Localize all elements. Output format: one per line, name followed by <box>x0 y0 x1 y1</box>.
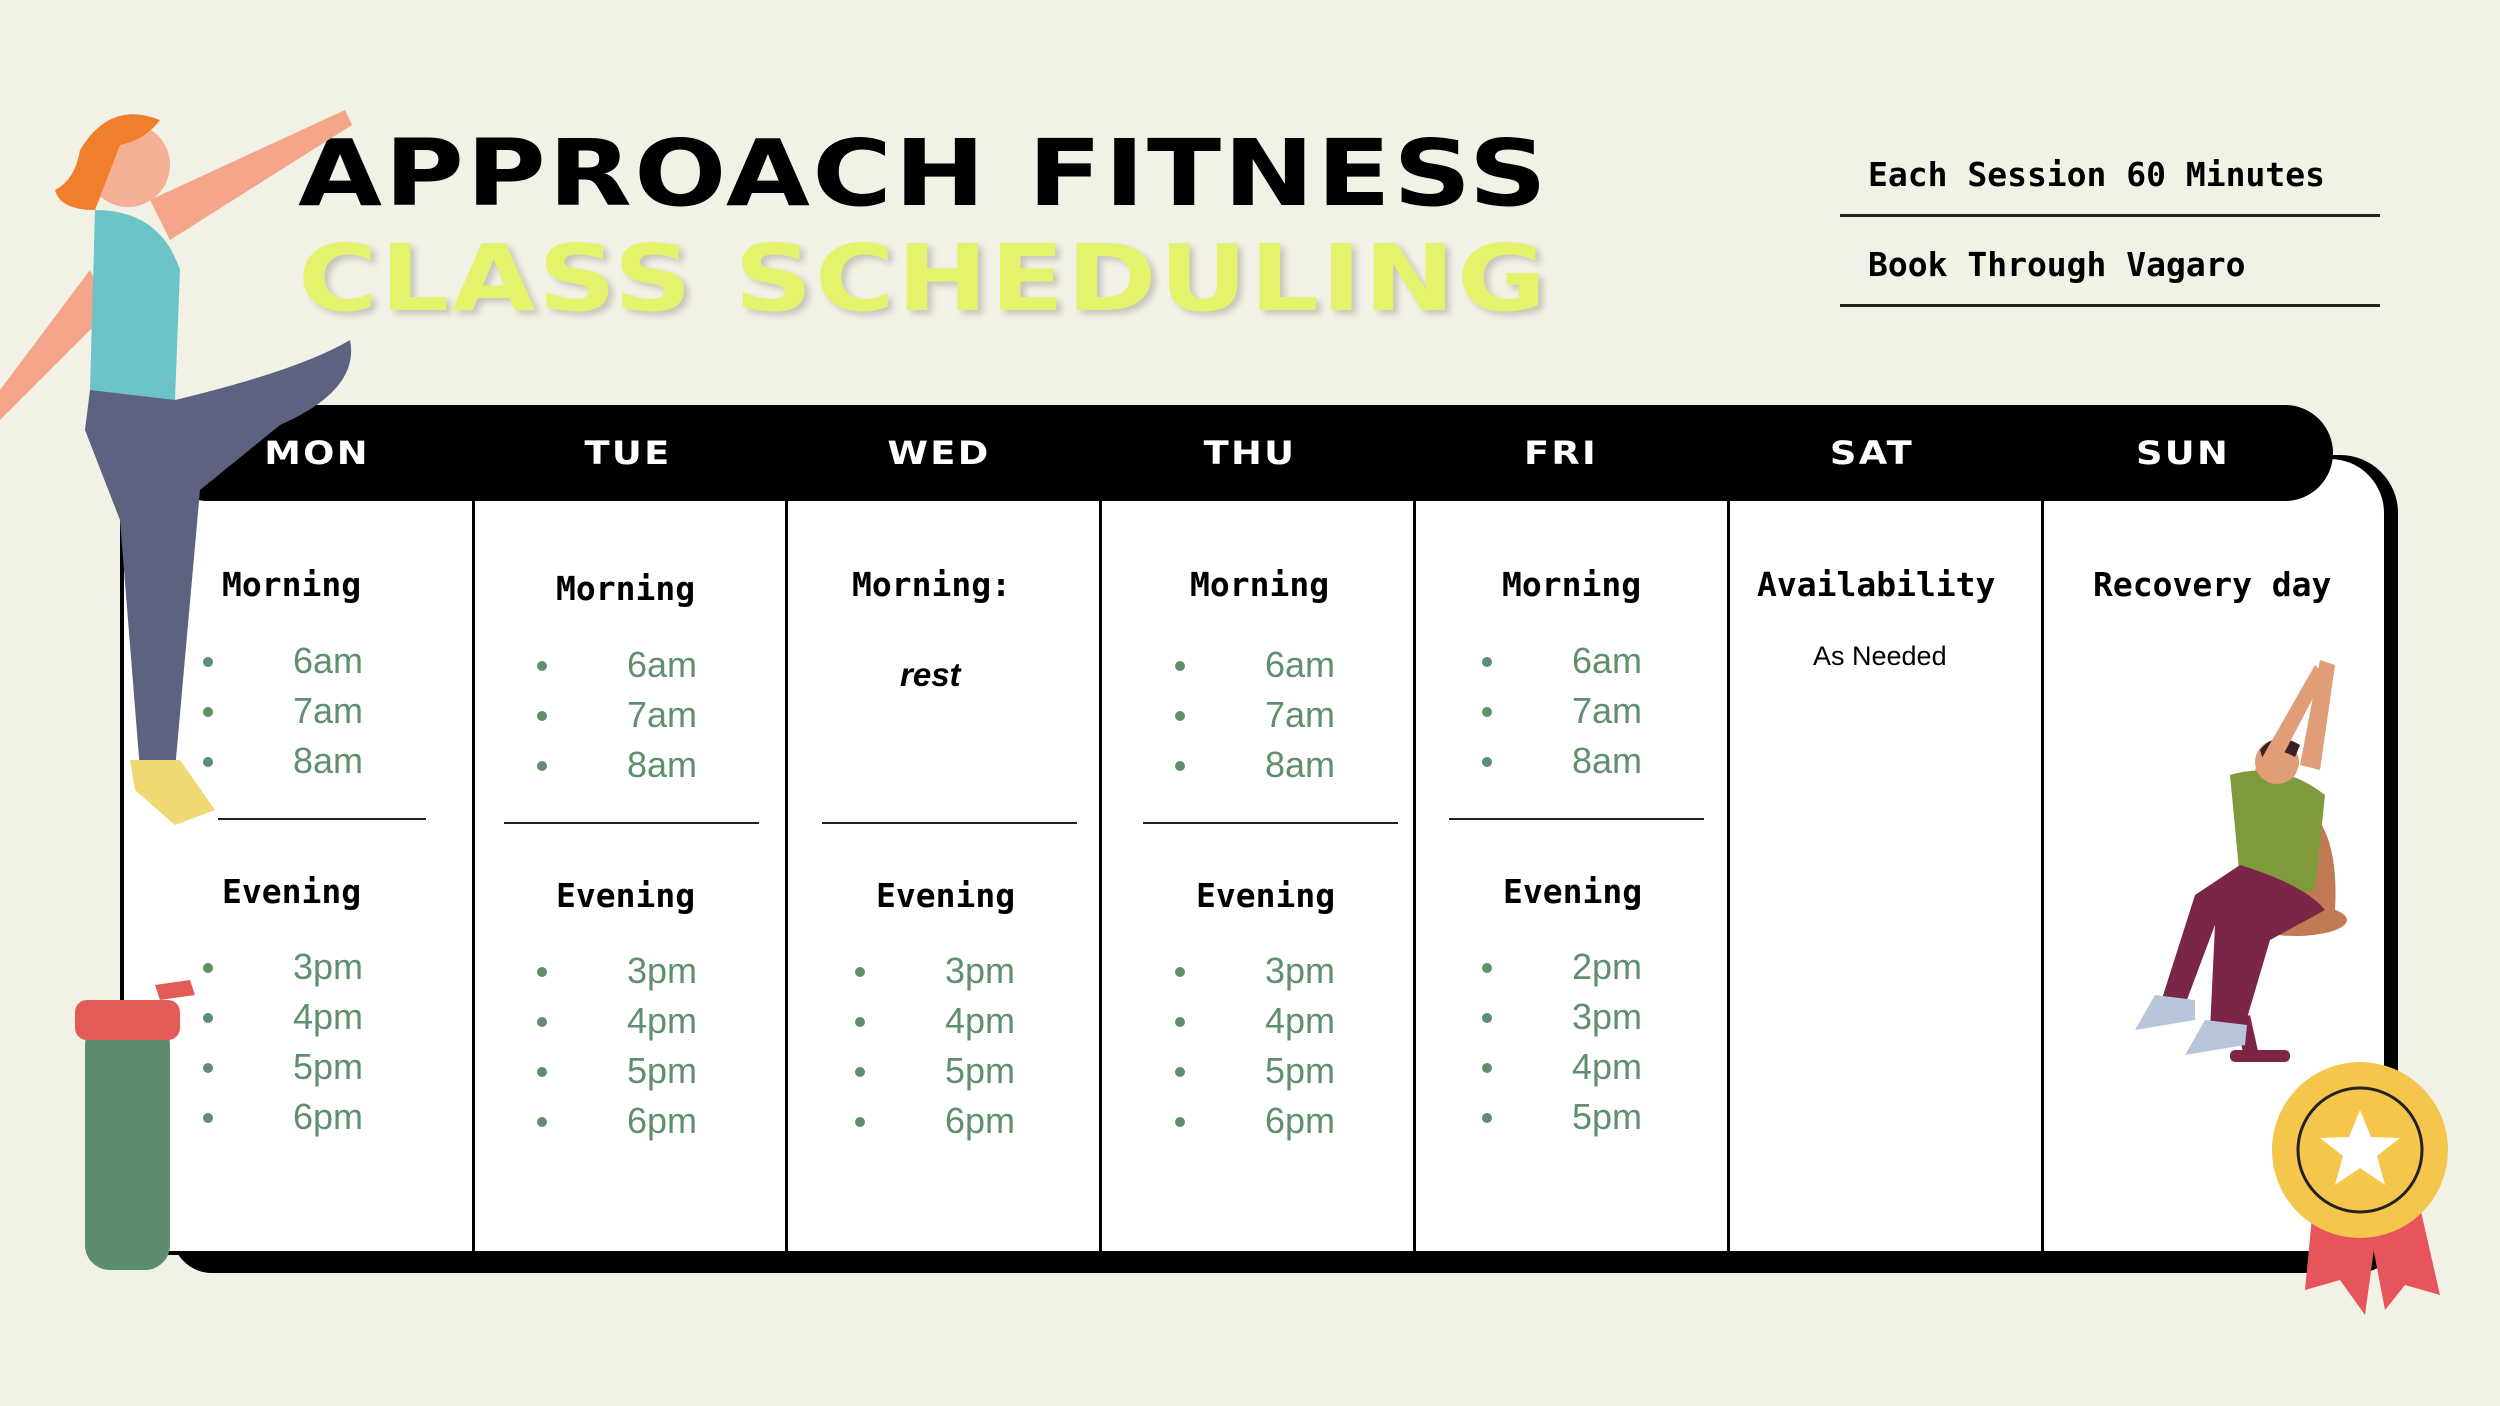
time-slot: 3pm <box>1175 946 1335 996</box>
time-slot: 4pm <box>855 996 1015 1046</box>
day-header-sat: SAT <box>1829 434 1915 472</box>
sat-note: As Needed <box>1813 641 1947 671</box>
time-slot: 4pm <box>1175 996 1335 1046</box>
time-slot: 5pm <box>855 1046 1015 1096</box>
day-header-wed: WED <box>887 434 991 472</box>
column-divider <box>2041 500 2044 1255</box>
time-slot: 7am <box>1175 690 1335 740</box>
time-slot: 6am <box>537 640 697 690</box>
wed-evening-times <box>855 946 1015 1146</box>
session-separator-wed <box>822 822 1077 824</box>
time-slot: 8am <box>203 736 363 786</box>
page-title: APPROACH FITNESS <box>298 120 1550 227</box>
time-slot: 5pm <box>1482 1092 1642 1142</box>
tue-morning-times <box>537 640 697 790</box>
time-slot: 2pm <box>1482 942 1642 992</box>
time-slot: 3pm <box>203 942 363 992</box>
time-slot: 6am <box>1482 636 1642 686</box>
day-header-thu: THU <box>1203 434 1297 472</box>
time-slot: 7am <box>1482 686 1642 736</box>
mon-evening-times <box>203 942 363 1142</box>
time-slot: 4pm <box>537 996 697 1046</box>
thu-morning-times <box>1175 640 1335 790</box>
session-separator-thu <box>1143 822 1398 824</box>
time-slot: 8am <box>1175 740 1335 790</box>
time-slot: 4pm <box>1482 1042 1642 1092</box>
thu-evening-times <box>1175 946 1335 1146</box>
time-slot: 5pm <box>1175 1046 1335 1096</box>
wed-evening-title: Evening <box>876 876 1016 915</box>
time-slot: 4pm <box>203 992 363 1042</box>
time-slot: 6pm <box>1175 1096 1335 1146</box>
time-slot: 3pm <box>1482 992 1642 1042</box>
time-slot: 6am <box>203 636 363 686</box>
wed-morning-rest: rest <box>900 656 961 693</box>
session-separator-fri <box>1449 818 1704 820</box>
time-slot: 6am <box>1175 640 1335 690</box>
tue-morning-title: Morning <box>556 569 696 608</box>
time-slot: 8am <box>1482 736 1642 786</box>
time-slot: 7am <box>537 690 697 740</box>
wed-morning-title: Morning: <box>852 565 1011 604</box>
column-divider <box>785 500 788 1255</box>
fri-morning-title: Morning <box>1502 565 1642 604</box>
stretching-man-icon <box>2065 645 2385 1095</box>
page-subtitle: CLASS SCHEDULING <box>298 225 1549 332</box>
column-divider <box>472 500 475 1255</box>
time-slot: 3pm <box>537 946 697 996</box>
time-slot: 5pm <box>537 1046 697 1096</box>
time-slot: 6pm <box>203 1092 363 1142</box>
sun-title: Recovery day <box>2093 565 2332 604</box>
session-length-note: Each Session 60 Minutes <box>1840 155 2380 217</box>
time-slot: 6pm <box>855 1096 1015 1146</box>
column-divider <box>1099 500 1102 1255</box>
sat-title: Availability <box>1757 565 1996 604</box>
fri-evening-times <box>1482 942 1642 1142</box>
time-slot: 8am <box>537 740 697 790</box>
award-ribbon-icon <box>2270 1055 2460 1325</box>
column-divider <box>1413 500 1416 1255</box>
fri-evening-title: Evening <box>1503 872 1643 911</box>
column-divider <box>1727 500 1730 1255</box>
thu-morning-title: Morning <box>1190 565 1330 604</box>
time-slot: 5pm <box>203 1042 363 1092</box>
fri-morning-times <box>1482 636 1642 786</box>
mon-evening-title: Evening <box>222 872 362 911</box>
day-header-tue: TUE <box>584 434 672 472</box>
tue-evening-title: Evening <box>556 876 696 915</box>
mon-morning-title: Morning <box>222 565 362 604</box>
day-header-sun: SUN <box>2135 434 2231 472</box>
day-header-mon: MON <box>264 434 370 472</box>
dancer-illustration-icon <box>0 70 360 840</box>
session-separator-tue <box>504 822 759 824</box>
time-slot: 3pm <box>855 946 1015 996</box>
time-slot: 7am <box>203 686 363 736</box>
booking-note: Book Through Vagaro <box>1840 245 2380 307</box>
time-slot: 6pm <box>537 1096 697 1146</box>
tue-evening-times <box>537 946 697 1146</box>
day-header-fri: FRI <box>1523 434 1599 472</box>
thu-evening-title: Evening <box>1196 876 1336 915</box>
water-bottle-icon <box>60 975 210 1275</box>
